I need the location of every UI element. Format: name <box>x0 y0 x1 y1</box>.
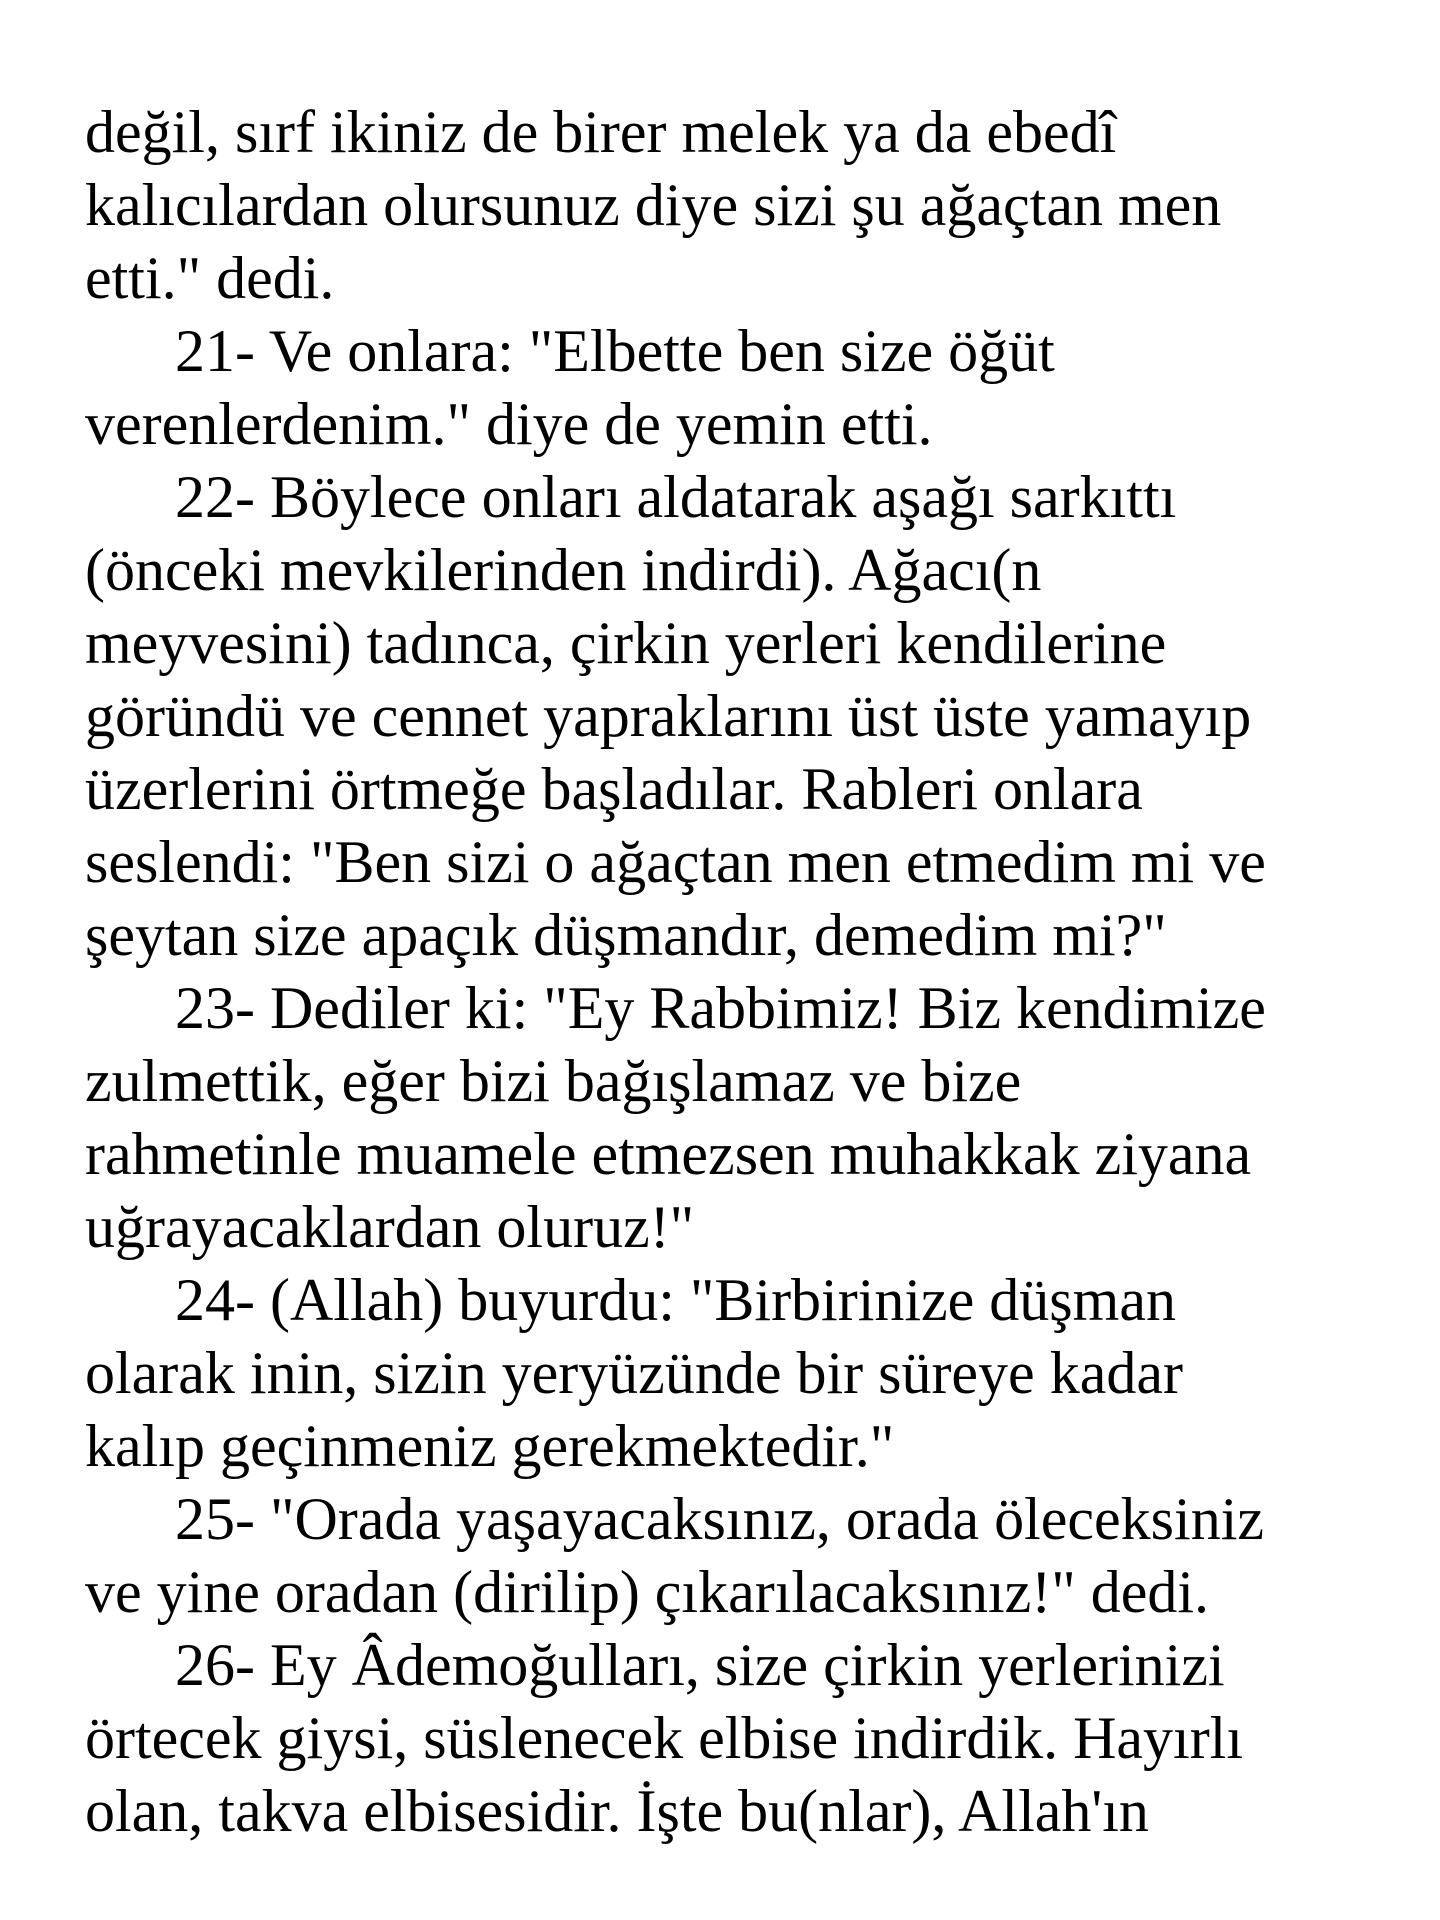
text-line: olarak inin, sizin yeryüzünde bir süreye kadar <box>85 1340 1183 1406</box>
text-line: kalıcılardan olursunuz diye sizi şu ağaçtan men <box>85 172 1222 238</box>
text-line: meyvesini) tadınca, çirkin yerleri kendilerine <box>85 610 1167 676</box>
verse-23 <box>85 972 1405 1264</box>
text-line: değil, sırf ikiniz de birer melek ya da ebedî <box>85 99 1117 165</box>
text-line: olan, takva elbisesidir. İşte bu(nlar), Allah'ın <box>85 1778 1149 1844</box>
text-line: 21- Ve onlara: "Elbette ben size öğüt <box>175 318 1055 384</box>
text-line: 24- (Allah) buyurdu: "Birbirinize düşman <box>175 1267 1176 1333</box>
text-line: kalıp geçinmeniz gerekmektedir." <box>85 1413 895 1479</box>
verse-25 <box>85 1483 1405 1629</box>
text-line: 23- Dediler ki: "Ey Rabbimiz! Biz kendimize <box>175 975 1266 1041</box>
text-line: zulmettik, eğer bizi bağışlamaz ve bize <box>85 1048 1022 1114</box>
verse-26 <box>85 1629 1405 1848</box>
text-line: 25- "Orada yaşayacaksınız, orada öleceksiniz <box>175 1486 1264 1552</box>
verse-24 <box>85 1264 1405 1483</box>
text-line: etti." dedi. <box>85 245 335 311</box>
text-line: verenlerdenim." diye de yemin etti. <box>85 391 933 457</box>
text-line: rahmetinle muamele etmezsen muhakkak ziyana <box>85 1121 1252 1187</box>
text-line: 26- Ey Âdemoğulları, size çirkin yerlerinizi <box>175 1632 1225 1698</box>
text-line: 22- Böylece onları aldatarak aşağı sarkıttı <box>175 464 1177 530</box>
text-line: göründü ve cennet yapraklarını üst üste yamayıp <box>85 683 1252 749</box>
text-line: uğrayacaklardan oluruz!" <box>85 1194 695 1260</box>
verse-22 <box>85 461 1405 972</box>
verse-21 <box>85 315 1405 461</box>
text-line: üzerlerini örtmeğe başladılar. Rableri onlara <box>85 756 1143 822</box>
text-line: (önceki mevkilerinden indirdi). Ağacı(n <box>85 537 1042 603</box>
text-line: örtecek giysi, süslenecek elbise indirdik. Hayırlı <box>85 1705 1244 1771</box>
text-line: seslendi: "Ben sizi o ağaçtan men etmedim mi ve <box>85 829 1266 895</box>
document-page <box>85 96 1405 1848</box>
text-line: şeytan size apaçık düşmandır, demedim mi?" <box>85 902 1167 968</box>
paragraph-continuation <box>85 96 1405 315</box>
text-line: ve yine oradan (dirilip) çıkarılacaksınız!" dedi. <box>85 1559 1210 1625</box>
